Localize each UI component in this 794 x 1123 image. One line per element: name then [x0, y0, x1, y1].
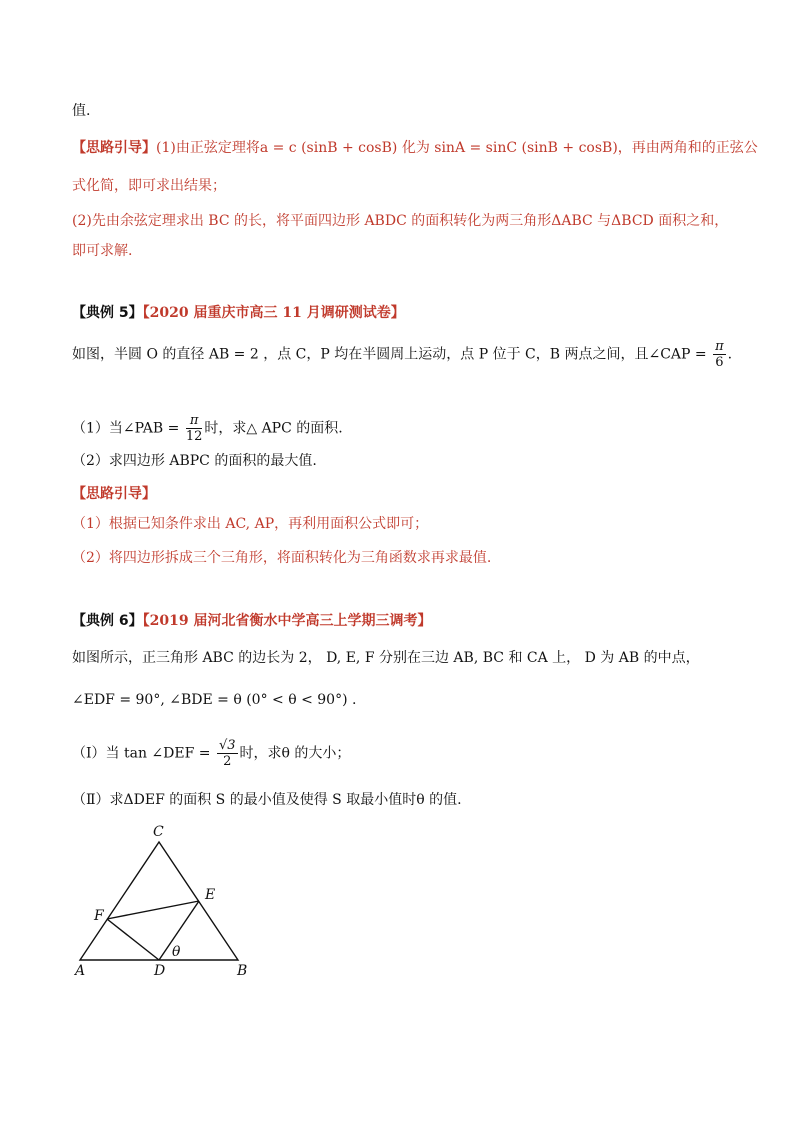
- segment-df: [107, 919, 159, 960]
- label-e: E: [205, 887, 216, 903]
- hint1-line2: 式化简，即可求出结果；: [72, 178, 226, 194]
- example6-source: 【2019 届河北省衡水中学高三上学期三调考】: [142, 613, 432, 629]
- hint1-line4: 即可求解.: [72, 243, 133, 259]
- example5-question1: （1）当∠PAB = $\frac{\pi}{12}$ 时，求△ APC 的面积.: [72, 413, 343, 444]
- label-theta: θ: [172, 944, 181, 960]
- example6-stem: 如图所示，正三角形 ABC 的边长为 2， D, E, F 分别在三边 AB, BC 和 CA 上， D 为 AB 的中点，: [72, 650, 700, 666]
- example5-source: 【2020 届重庆市高三 11 月调研测试卷】: [142, 305, 405, 321]
- hint1-line3: (2)先由余弦定理求出 BC 的长，将平面四边形 ABDC 的面积转化为两三角形ΔABC 与ΔBCD 面积之和，: [72, 213, 729, 229]
- example5-question2: （2）求四边形 ABPC 的面积的最大值.: [72, 453, 317, 469]
- hint1-label: 【思路引导】: [72, 140, 156, 156]
- example6-question1: （Ⅰ）当 tan ∠DEF = $\frac{√3}{2}$ 时，求θ 的大小；: [72, 738, 351, 769]
- example5-hint1: （1）根据已知条件求出 AC, AP，再利用面积公式即可；: [72, 516, 429, 532]
- triangle-abc: [80, 842, 238, 960]
- label-b: B: [237, 963, 248, 979]
- example6-q1-fraction: $\frac{√3}{2}$: [218, 738, 236, 769]
- example6-question2: （Ⅱ）求ΔDEF 的面积 S 的最小值及使得 S 取最小值时θ 的值.: [72, 792, 462, 808]
- segment-fe: [107, 901, 199, 919]
- example6-condition: ∠EDF = 90°, ∠BDE = θ (0° < θ < 90°) .: [72, 692, 357, 708]
- example5-tag: 【典例 5】: [72, 305, 143, 321]
- example6-tag: 【典例 6】: [72, 613, 143, 629]
- example5-hint2: （2）将四边形拆成三个三角形，将面积转化为三角函数求再求最值.: [72, 550, 492, 566]
- label-c: C: [153, 824, 164, 840]
- example5-q1-fraction: $\frac{\pi}{12}$: [185, 413, 203, 444]
- example5-header: [72, 303, 405, 323]
- example5-hint-label: 【思路引导】: [72, 486, 156, 502]
- example5-stem-fraction: $\frac{\pi}{6}$: [715, 339, 724, 370]
- hint1-line1: [72, 138, 758, 158]
- label-f: F: [94, 908, 104, 924]
- hint1-text1: (1)由正弦定理将a = c (sinB + cosB) 化为 sinA = sinC (sinB + cosB)，再由两角和的正弦公: [156, 140, 758, 156]
- label-d: D: [154, 963, 166, 979]
- label-a: A: [75, 963, 86, 979]
- previous-problem-tail: 值.: [72, 103, 91, 119]
- segment-de: [159, 901, 199, 960]
- example6-header: [72, 611, 431, 631]
- example5-stem: 如图，半圆 O 的直径 AB = 2 ，点 C，P 均在半圆周上运动，点 P 位于 C，B 两点之间，且∠CAP = $\frac{\pi}{6}$ .: [72, 339, 733, 370]
